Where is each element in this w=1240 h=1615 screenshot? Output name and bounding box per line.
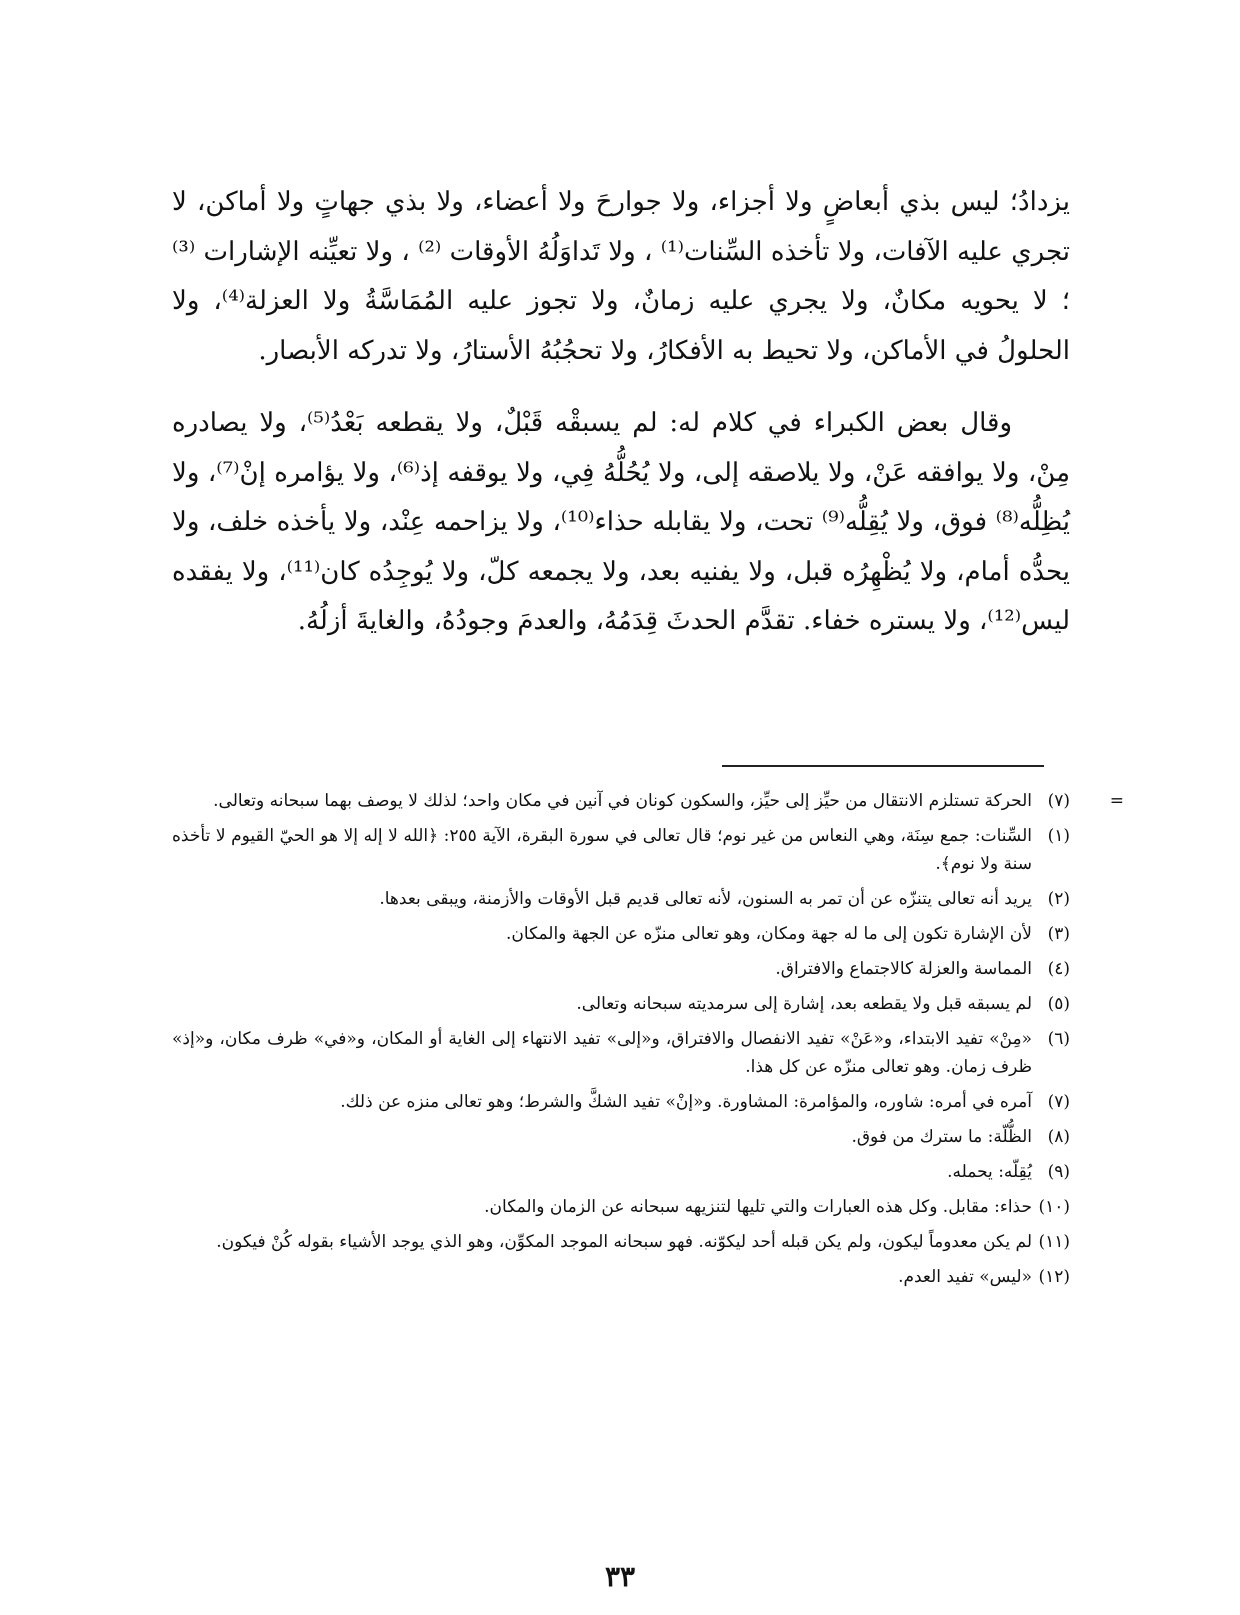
- footnote-number: (٢): [1047, 889, 1070, 909]
- footnote-number: (٨): [1047, 1127, 1070, 1147]
- footnote-text: يُقِلّه: يحمله.: [947, 1162, 1032, 1182]
- footnote-number: (٧): [1047, 1092, 1070, 1112]
- footnote-number: (٦): [1047, 1029, 1070, 1049]
- footnote-8: [172, 1123, 1070, 1151]
- footnote-5: [172, 990, 1070, 1018]
- footnotes: [172, 787, 1124, 1298]
- footnote-text: المماسة والعزلة كالاجتماع والافتراق.: [775, 959, 1032, 979]
- footnote-number: (٧): [1047, 791, 1070, 811]
- footnote-number: (١٠): [1038, 1197, 1070, 1217]
- footnote-7: [172, 1088, 1070, 1116]
- footnote-6: [172, 1025, 1070, 1081]
- footnote-text: آمره في أمره: شاوره، والمؤامرة: المشاورة. و«إنْ» تفيد الشكَّ والشرط؛ وهو تعالى منزه عن ذلك.: [340, 1092, 1032, 1112]
- footnote-number: (٤): [1047, 959, 1070, 979]
- footnote-text: الظُّلّة: ما سترك من فوق.: [851, 1127, 1032, 1147]
- footnote-3: [172, 920, 1070, 948]
- footnote-text: «مِنْ» تفيد الابتداء، و«عَنْ» تفيد الانفصال والافتراق، و«إلى» تفيد الانتهاء إلى الغاية أو المكان، و«في» ظرف مكان، و«إذ» ظرف زمان. وهو تعالى منزّه عن كل هذا.: [172, 1029, 1032, 1077]
- page-number: ٣٣: [604, 1560, 636, 1593]
- footnote-text: السِّنات: جمع سِنَة، وهي النعاس من غير نوم؛ قال تعالى في سورة البقرة، الآية ٢٥٥: ﴿الله لا إله إلا هو الحيّ القيوم لا تأخذه سنة ولا نوم﴾.: [172, 826, 1033, 874]
- footnote-10: [172, 1193, 1070, 1221]
- footnote-number: (١٢): [1038, 1267, 1070, 1287]
- footnote-11: [172, 1228, 1070, 1256]
- footnote-text: «ليس» تفيد العدم.: [898, 1267, 1032, 1287]
- footnote-number: (٩): [1047, 1162, 1070, 1182]
- footnote-continued: [172, 787, 1124, 815]
- footnote-text: لم يسبقه قبل ولا يقطعه بعد، إشارة إلى سرمديته سبحانه وتعالى.: [576, 994, 1032, 1014]
- footnote-9: [172, 1158, 1070, 1186]
- footnote-number: (١١): [1038, 1232, 1070, 1252]
- footnote-1: [172, 822, 1070, 878]
- main-paragraph-2: وقال بعض الكبراء في كلام له: لم يسبقْه قَبْلٌ، ولا يقطعه بَعْدُ⁽⁵⁾، ولا يصادره مِنْ، ولا يوافقه عَنْ، ولا يلاصقه إلى، ولا يُحُلُّهُ فِي، ولا يوقفه إذ⁽⁶⁾، ولا يؤامره إنْ⁽⁷⁾، ولا يُظِلُّه⁽⁸⁾ فوق، ولا يُقِلُّه⁽⁹⁾ تحت، ولا يقابله حذاء⁽¹⁰⁾، ولا يزاحمه عِنْد، ولا يأخذه خلف، ولا يحدُّه أمام، ولا يُظْهِرُه قبل، ولا يفنيه بعد، ولا يجمعه كلّ، ولا يُوجِدُه كان⁽¹¹⁾، ولا يفقده ليس⁽¹²⁾، ولا يستره خفاء. تقدَّم الحدثَ قِدَمُهُ، والعدمَ وجودُهُ، والغايةَ أزلُهُ.: [172, 408, 1071, 636]
- main-paragraph-1: يزدادُ؛ ليس بذي أبعاضٍ ولا أجزاء، ولا جوارحَ ولا أعضاء، ولا بذي جهاتٍ ولا أماكن، لا تجري عليه الآفات، ولا تأخذه السِّنات⁽¹⁾ ، ولا تَداوَلُهُ الأوقات ⁽²⁾ ، ولا تعيِّنه الإشارات ⁽³⁾ ؛ لا يحويه مكانٌ، ولا يجري عليه زمانٌ، ولا تجوز عليه المُمَاسَّةُ ولا العزلة⁽⁴⁾، ولا الحلولُ في الأماكن، ولا تحيط به الأفكارُ، ولا تحجُبُهُ الأستارُ، ولا تدركه الأبصار.: [172, 187, 1070, 366]
- footnote-text: حذاء: مقابل. وكل هذه العبارات والتي تليها لتنزيهه سبحانه عن الزمان والمكان.: [484, 1197, 1032, 1217]
- continuation-marker: =: [1109, 791, 1124, 811]
- footnote-number: (٣): [1047, 924, 1070, 944]
- footnote-number: (٥): [1047, 994, 1070, 1014]
- footnote-text: الحركة تستلزم الانتقال من حيِّز إلى حيِّز، والسكون كونان في آنين في مكان واحد؛ لذلك لا يوصف بهما سبحانه وتعالى.: [213, 791, 1032, 811]
- footnote-text: لم يكن معدوماً ليكون، ولم يكن قبله أحد ليكوّنه. فهو سبحانه الموجد المكوِّن، وهو الذي يوجد الأشياء بقوله كُنْ فيكون.: [216, 1232, 1032, 1252]
- footnote-text: لأن الإشارة تكون إلى ما له جهة ومكان، وهو تعالى منزّه عن الجهة والمكان.: [506, 924, 1032, 944]
- footnote-4: [172, 955, 1070, 983]
- footnote-text: يريد أنه تعالى يتنزّه عن أن تمر به السنون، لأنه تعالى قديم قبل الأوقات والأزمنة، ويبقى بعدها.: [379, 889, 1032, 909]
- main-text: [172, 178, 1070, 647]
- footnote-12: [172, 1263, 1070, 1291]
- footnote-2: [172, 885, 1070, 913]
- footnote-number: (١): [1047, 826, 1070, 846]
- footnote-separator: [722, 765, 1044, 767]
